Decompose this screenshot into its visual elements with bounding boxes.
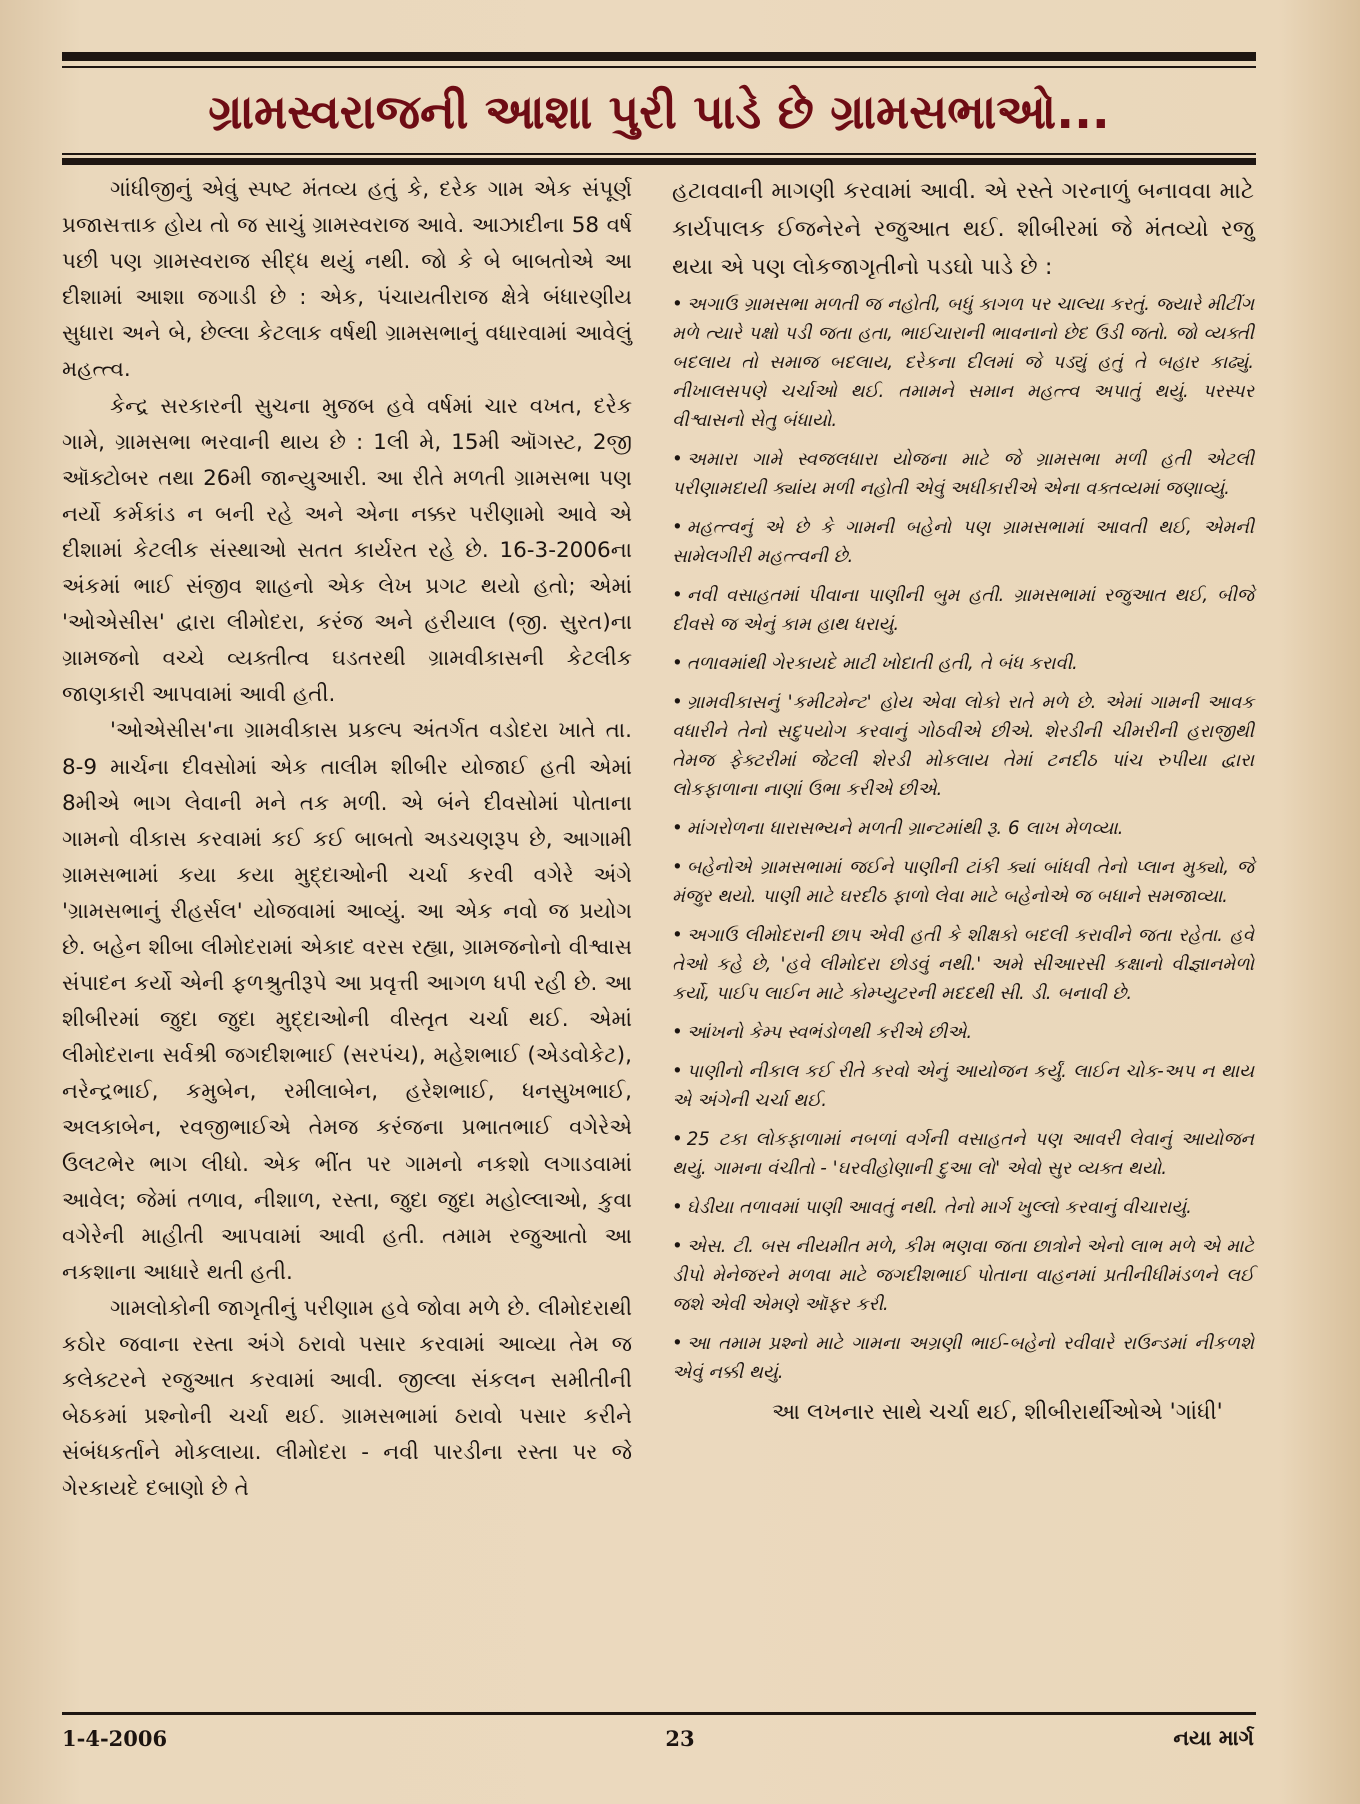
bullet-text: માંગરોળના ધારાસભ્યને મળતી ગ્રાન્ટમાંથી રૂ. 6 લાખ મેળવ્યા.: [686, 818, 1124, 839]
bullet-item: [672, 921, 1254, 1008]
bullet-item: [672, 1232, 1254, 1319]
bullet-text: આંખનો કેમ્પ સ્વભંડોળથી કરીએ છીએ.: [686, 1022, 973, 1043]
top-rule-thin: [62, 66, 1256, 68]
bullet-text: મહત્ત્વનું એ છે કે ગામની બહેનો પણ ગ્રામસભામાં આવતી થઈ, એમની સામેલગીરી મહત્ત્વની છે.: [672, 517, 1254, 567]
bullet-text: તળાવમાંથી ગેરકાયદે માટી ખોદાતી હતી, તે બંધ કરાવી.: [686, 653, 1078, 674]
body-paragraph: ગાંધીજીનું એવું સ્પષ્ટ મંતવ્ય હતું કે, દરેક ગામ એક સંપૂર્ણ પ્રજાસત્તાક હોય તો જ સાચું ગ્રામસ્વરાજ આવે. આઝાદીના 58 વર્ષ પછી પણ ગ્રામસ્વરાજ સીદ્ધ થયું નથી. જો કે બે બાબતોએ આ દીશામાં આશા જગાડી છે : એક, પંચાયતીરાજ ક્ષેત્રે બંધારણીય સુધારા અને બે, છેલ્લા કેટલાક વર્ષથી ગ્રામસભાનું વધારવામાં આવેલું મહત્ત્વ.: [62, 177, 632, 383]
bullet-text: અમારા ગામે સ્વજલધારા યોજના માટે જે ગ્રામસભા મળી હતી એટલી પરીણામદાયી ક્યાંય મળી નહોતી એવું અધીકારીએ એના વક્તવ્યમાં જણાવ્યું.: [672, 449, 1254, 499]
bullet-item: [672, 1329, 1254, 1387]
left-column: [62, 172, 632, 1507]
headline-rule: [62, 158, 1256, 165]
publication-name: નયા માર્ગ: [1173, 1726, 1254, 1750]
bullet-text: બહેનોએ ગ્રામસભામાં જઈને પાણીની ટાંકી ક્યાં બાંધવી તેનો પ્લાન મુક્યો, જે મંજુર થયો. પાણી માટે ઘરદીઠ ફાળો લેવા માટે બહેનોએ જ બધાને સમજાવ્યા.: [672, 857, 1254, 907]
bullet-item: [672, 1125, 1254, 1183]
bullet-item: [672, 649, 1254, 678]
issue-date: 1-4-2006: [62, 1726, 168, 1751]
continued-paragraph: હટાવવાની માગણી કરવામાં આવી. એ રસ્તે ગરનાળું બનાવવા માટે કાર્યપાલક ઈજનેરને રજુઆત થઈ. શીબીરમાં જે મંતવ્યો રજુ થયા એ પણ લોકજાગૃતીનો પડઘો પાડે છે :: [672, 178, 1254, 280]
bullet-icon: •: [672, 585, 683, 606]
bullet-item: [672, 513, 1254, 571]
bullet-icon: •: [672, 653, 683, 674]
bullet-icon: •: [672, 1333, 683, 1354]
bullet-text: 25 ટકા લોકફાળામાં નબળાં વર્ગની વસાહતને પણ આવરી લેવાનું આયોજન થયું. ગામના વંચીતો - 'ઘરવીહોણાની દુઆ લો' એવો સુર વ્યક્ત થયો.: [672, 1129, 1254, 1179]
bullet-text: ઘેડીયા તળાવમાં પાણી આવતું નથી. તેનો માર્ગ ખુલ્લો કરવાનું વીચારાયું.: [686, 1197, 1192, 1218]
footer-rule: [62, 1712, 1256, 1715]
bullet-item: [672, 290, 1254, 435]
bullet-item: [672, 1057, 1254, 1115]
body-paragraph: કેન્દ્ર સરકારની સુચના મુજબ હવે વર્ષમાં ચાર વખત, દરેક ગામે, ગ્રામસભા ભરવાની થાય છે : 1લી મે, 15મી ઑગસ્ટ, 2જી ઑક્ટોબર તથા 26મી જાન્યુઆરી. આ રીતે મળતી ગ્રામસભા પણ નર્યો કર્મકાંડ ન બની રહે અને એના નક્કર પરીણામો આવે એ દીશામાં કેટલીક સંસ્થાઓ સતત કાર્યરત રહે છે. 16-3-2006ના અંકમાં ભાઈ સંજીવ શાહનો એક લેખ પ્રગટ થયો હતો; એમાં 'ઓએસીસ' દ્વારા લીમોદરા, કરંજ અને હરીયાલ (જી. સુરત)ના ગ્રામજનો વચ્ચે વ્યક્તીત્વ ઘડતરથી ગ્રામવીકાસની કેટલીક જાણકારી આપવામાં આવી હતી.: [62, 393, 632, 708]
bullet-text: અગાઉ લીમોદરાની છાપ એવી હતી કે શીક્ષકો બદલી કરાવીને જતા રહેતા. હવે તેઓ કહે છે, 'હવે લીમોદરા છોડવું નથી.' અમે સીઆરસી કક્ષાનો વીજ્ઞાનમેળો કર્યો, પાઈપ લાઈન માટે કોમ્પ્યુટરની મદદથી સી. ડી. બનાવી છે.: [672, 925, 1254, 1004]
bullet-icon: •: [672, 1022, 683, 1043]
bullet-text: પાણીનો નીકાલ કઈ રીતે કરવો એનું આયોજન કર્યું. લાઈન ચોક-અપ ન થાય એ અંગેની ચર્ચા થઈ.: [672, 1061, 1254, 1111]
bullet-item: [672, 853, 1254, 911]
page-number: 23: [665, 1726, 695, 1751]
body-paragraph: 'ઓએસીસ'ના ગ્રામવીકાસ પ્રકલ્પ અંતર્ગત વડોદરા ખાતે તા. 8-9 માર્ચના દીવસોમાં એક તાલીમ શીબીર યોજાઈ હતી એમાં 8મીએ ભાગ લેવાની મને તક મળી. એ બંને દીવસોમાં પોતાના ગામનો વીકાસ કરવામાં કઈ કઈ બાબતો અડચણરૂપ છે, આગામી ગ્રામસભામાં કયા કયા મુદ્દાઓની ચર્ચા કરવી વગેરે અંગે 'ગ્રામસભાનું રીહર્સલ' યોજવામાં આવ્યું. આ એક નવો જ પ્રયોગ છે. બહેન શીબા લીમોદરામાં એકાદ વરસ રહ્યા, ગ્રામજનોનો વીશ્વાસ સંપાદન કર્યો એની ફળશ્રુતીરૂપે આ પ્રવૃત્તી આગળ ધપી રહી છે. આ શીબીરમાં જુદા જુદા મુદ્દાઓની વીસ્તૃત ચર્ચા થઈ. એમાં લીમોદરાના સર્વશ્રી જગદીશભાઈ (સરપંચ), મહેશભાઈ (એડવોકેટ), નરેન્દ્રભાઈ, કમુબેન, રમીલાબેન, હરેશભાઈ, ધનસુખભાઈ, અલકાબેન, રવજીભાઈએ તેમજ કરંજના પ્રભાતભાઈ વગેરેએ ઉલટભેર ભાગ લીધો. એક ભીંત પર ગામનો નકશો લગાડવામાં આવેલ; જેમાં તળાવ, નીશાળ, રસ્તા, જુદા જુદા મહોલ્લાઓ, કુવા વગેરેની માહીતી આપવામાં આવી હતી. તમામ રજુઆતો આ નકશાના આધારે થતી હતી.: [62, 718, 632, 1285]
bullet-item: [672, 1193, 1254, 1222]
bullet-text: અગાઉ ગ્રામસભા મળતી જ નહોતી, બધું કાગળ પર ચાલ્યા કરતું. જ્યારે મીટીંગ મળે ત્યારે પક્ષો પડી જતા હતા, ભાઈચારાની ભાવનાનો છેદ ઉડી જતો. જો વ્યક્તી બદલાય તો સમાજ બદલાય, દરેકના દીલમાં જે પડ્યું હતું તે બહાર કાઢ્યું. નીખાલસપણે ચર્ચાઓ થઈ. તમામને સમાન મહત્ત્વ અપાતું થયું. પરસ્પર વીશ્વાસનો સેતુ બંધાયો.: [672, 294, 1254, 431]
bullet-icon: •: [672, 692, 683, 713]
bullet-text: એસ. ટી. બસ નીયમીત મળે, કીમ ભણવા જતા છાત્રોને એનો લાભ મળે એ માટે ડીપો મેનેજરને મળવા માટે જગદીશભાઈ પોતાના વાહનમાં પ્રતીનીધીમંડળને લઈ જશે એવી એમણે ઑફર કરી.: [672, 1236, 1254, 1315]
top-rule: [62, 52, 1256, 61]
bullet-icon: •: [672, 925, 683, 946]
article-headline: ગ્રામસ્વરાજની આશા પુરી પાડે છે ગ્રામસભાઓ...: [208, 85, 1110, 140]
headline-rule-thin: [62, 153, 1256, 155]
bullet-icon: •: [672, 517, 683, 538]
bullet-icon: •: [672, 1061, 683, 1082]
bullet-item: [672, 814, 1254, 843]
bullet-text: નવી વસાહતમાં પીવાના પાણીની બુમ હતી. ગ્રામસભામાં રજુઆત થઈ, બીજે દીવસે જ એનું કામ હાથ ધરાયું.: [672, 585, 1254, 635]
bullet-text: ગ્રામવીકાસનું 'કમીટમેન્ટ' હોય એવા લોકો રાતે મળે છે. એમાં ગામની આવક વધારીને તેનો સદુપયોગ કરવાનું ગોઠવીએ છીએ. શેરડીની ચીમરીની હરાજીથી તેમજ ફેક્ટરીમાં જેટલી શેરડી મોકલાય તેમાં ટનદીઠ પાંચ રુપીયા દ્વારા લોકફાળાના નાણાં ઉભા કરીએ છીએ.: [672, 692, 1254, 800]
bullet-icon: •: [672, 1197, 683, 1218]
bullet-item: [672, 445, 1254, 503]
bullet-icon: •: [672, 294, 683, 315]
bullet-text: આ તમામ પ્રશ્નો માટે ગામના અગ્રણી ભાઈ-બહેનો રવીવારે રાઉન્ડમાં નીકળશે એવું નક્કી થયું.: [672, 1333, 1254, 1383]
body-paragraph: ગામલોકોની જાગૃતીનું પરીણામ હવે જોવા મળે છે. લીમોદરાથી કઠોર જવાના રસ્તા અંગે ઠરાવો પસાર કરવામાં આવ્યા તેમ જ કલેક્ટરને રજુઆત કરવામાં આવી. જીલ્લા સંકલન સમીતીની બેઠકમાં પ્રશ્નોની ચર્ચા થઈ. ગ્રામસભામાં ઠરાવો પસાર કરીને સંબંધકર્તાને મોકલાયા. લીમોદરા - નવી પારડીના રસ્તા પર જે ગેરકાયદે દબાણો છે તે: [62, 1295, 632, 1502]
bullet-icon: •: [672, 857, 683, 878]
bullet-icon: •: [672, 1236, 683, 1257]
bullet-icon: •: [672, 449, 683, 470]
bullet-item: [672, 581, 1254, 639]
bullet-icon: •: [672, 818, 683, 839]
right-column: [672, 172, 1254, 1431]
bullet-icon: •: [672, 1129, 683, 1150]
tail-paragraph: આ લખનાર સાથે ચર્ચા થઈ, શીબીરાર્થીઓએ 'ગાંધી': [772, 1400, 1223, 1425]
bullet-item: [672, 688, 1254, 804]
bullet-item: [672, 1018, 1254, 1047]
